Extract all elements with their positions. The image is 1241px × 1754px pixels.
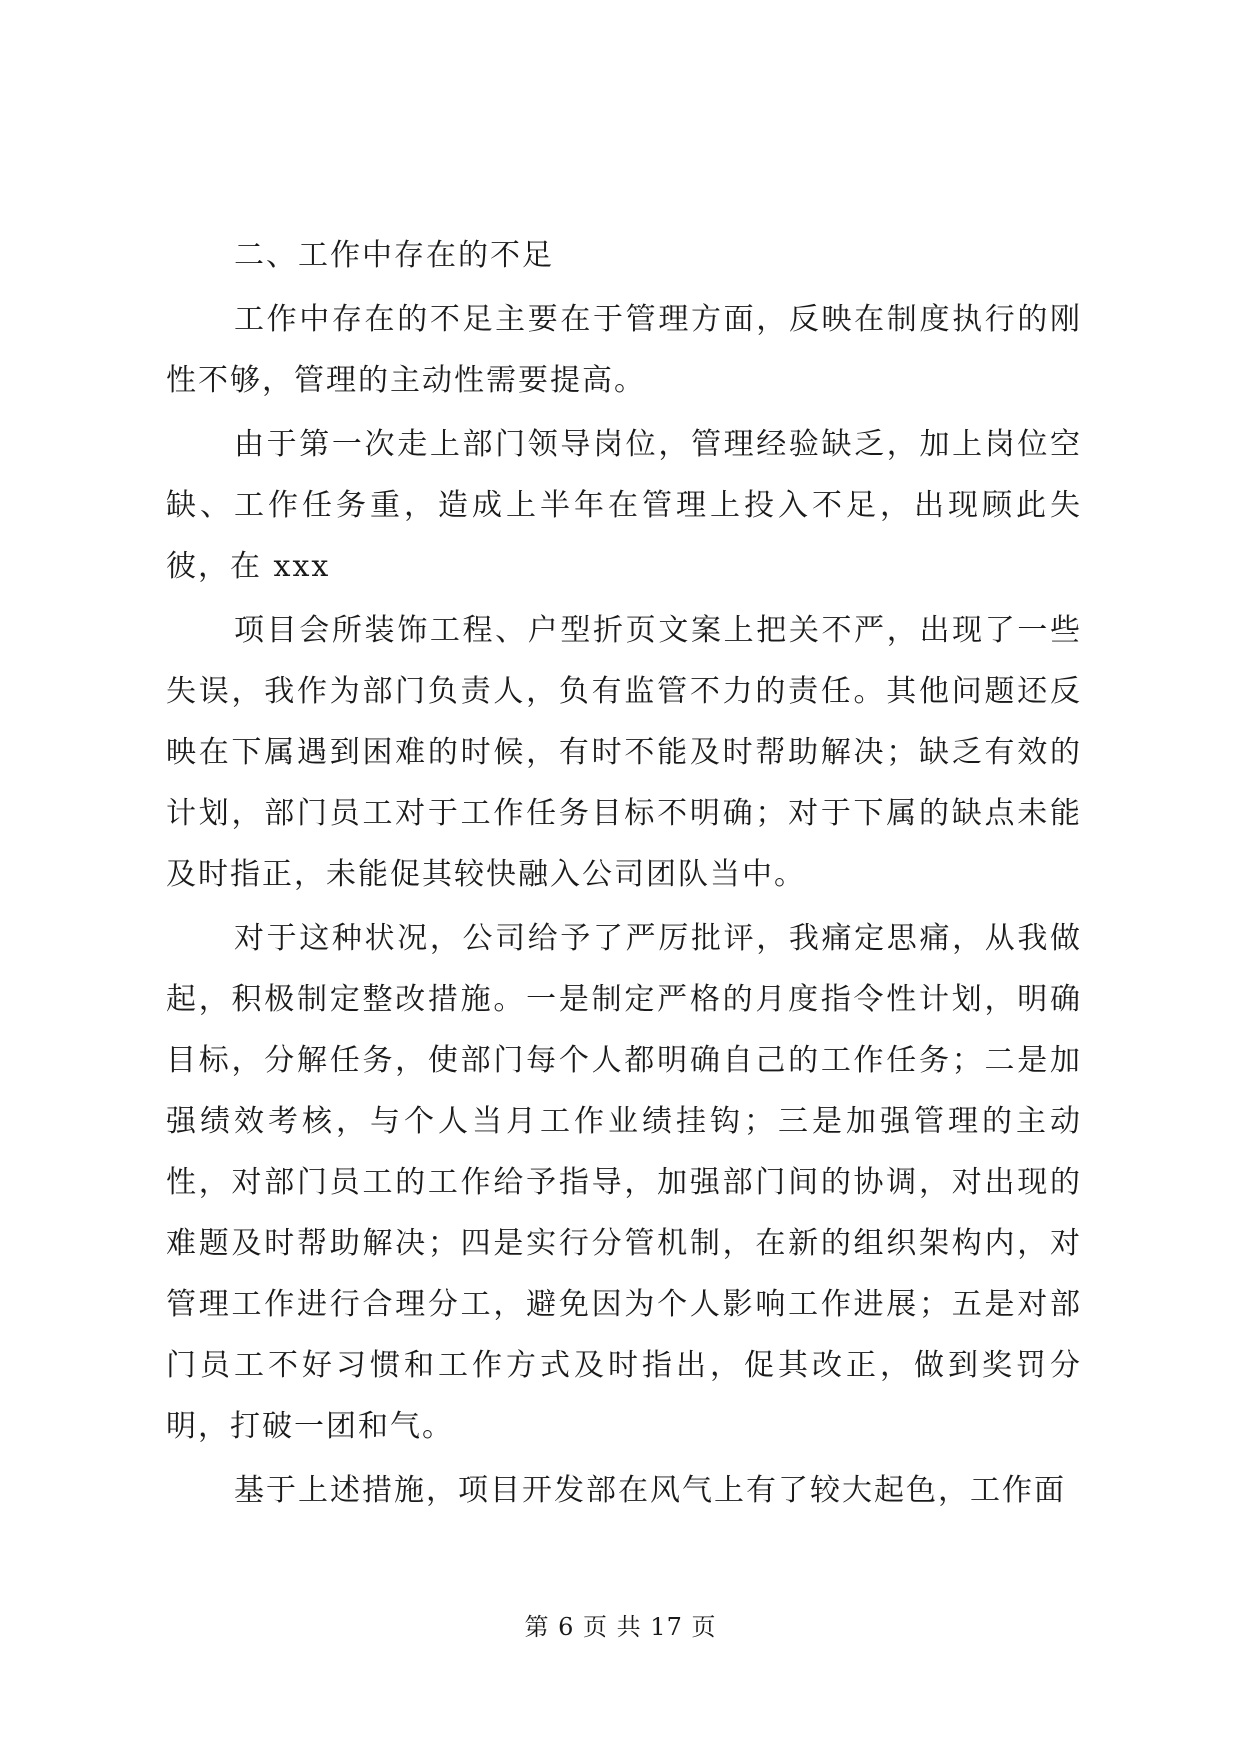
section-heading: 二、工作中存在的不足 <box>234 238 554 273</box>
paragraph: 项目会所装饰工程、户型折页文案上把关不严，出现了一些失误，我作为部门负责人，负有监管不力的责任。其他问题还反映在下属遇到困难的时候，有时不能及时帮助解决；缺乏有效的计划，部门员工对于工作任务目标不明确；对于下属的缺点未能及时指正，未能促其较快融入公司团队当中。 <box>166 613 1082 892</box>
page-footer: 第 6 页 共 17 页 <box>524 1613 717 1641</box>
paragraph: 基于上述措施，项目开发部在风气上有了较大起色，工作面 <box>234 1473 1066 1508</box>
paragraph: 对于这种状况，公司给予了严厉批评，我痛定思痛，从我做起，积极制定整改措施。一是制定严格的月度指令性计划，明确目标，分解任务，使部门每个人都明确自己的工作任务；二是加强绩效考核，与个人当月工作业绩挂钩；三是加强管理的主动性，对部门员工的工作给予指导，加强部门间的协调，对出现的难题及时帮助解决；四是实行分管机制，在新的组织架构内，对管理工作进行合理分工，避免因为个人影响工作进展；五是对部门员工不好习惯和工作方式及时指出，促其改正，做到奖罚分明，打破一团和气。 <box>166 921 1082 1444</box>
document-body <box>166 225 1082 1524</box>
paragraph: 由于第一次走上部门领导岗位，管理经验缺乏，加上岗位空缺、工作任务重，造成上半年在管理上投入不足，出现顾此失彼，在 xxx <box>166 427 1082 584</box>
paragraph: 工作中存在的不足主要在于管理方面，反映在制度执行的刚性不够，管理的主动性需要提高。 <box>166 302 1082 398</box>
